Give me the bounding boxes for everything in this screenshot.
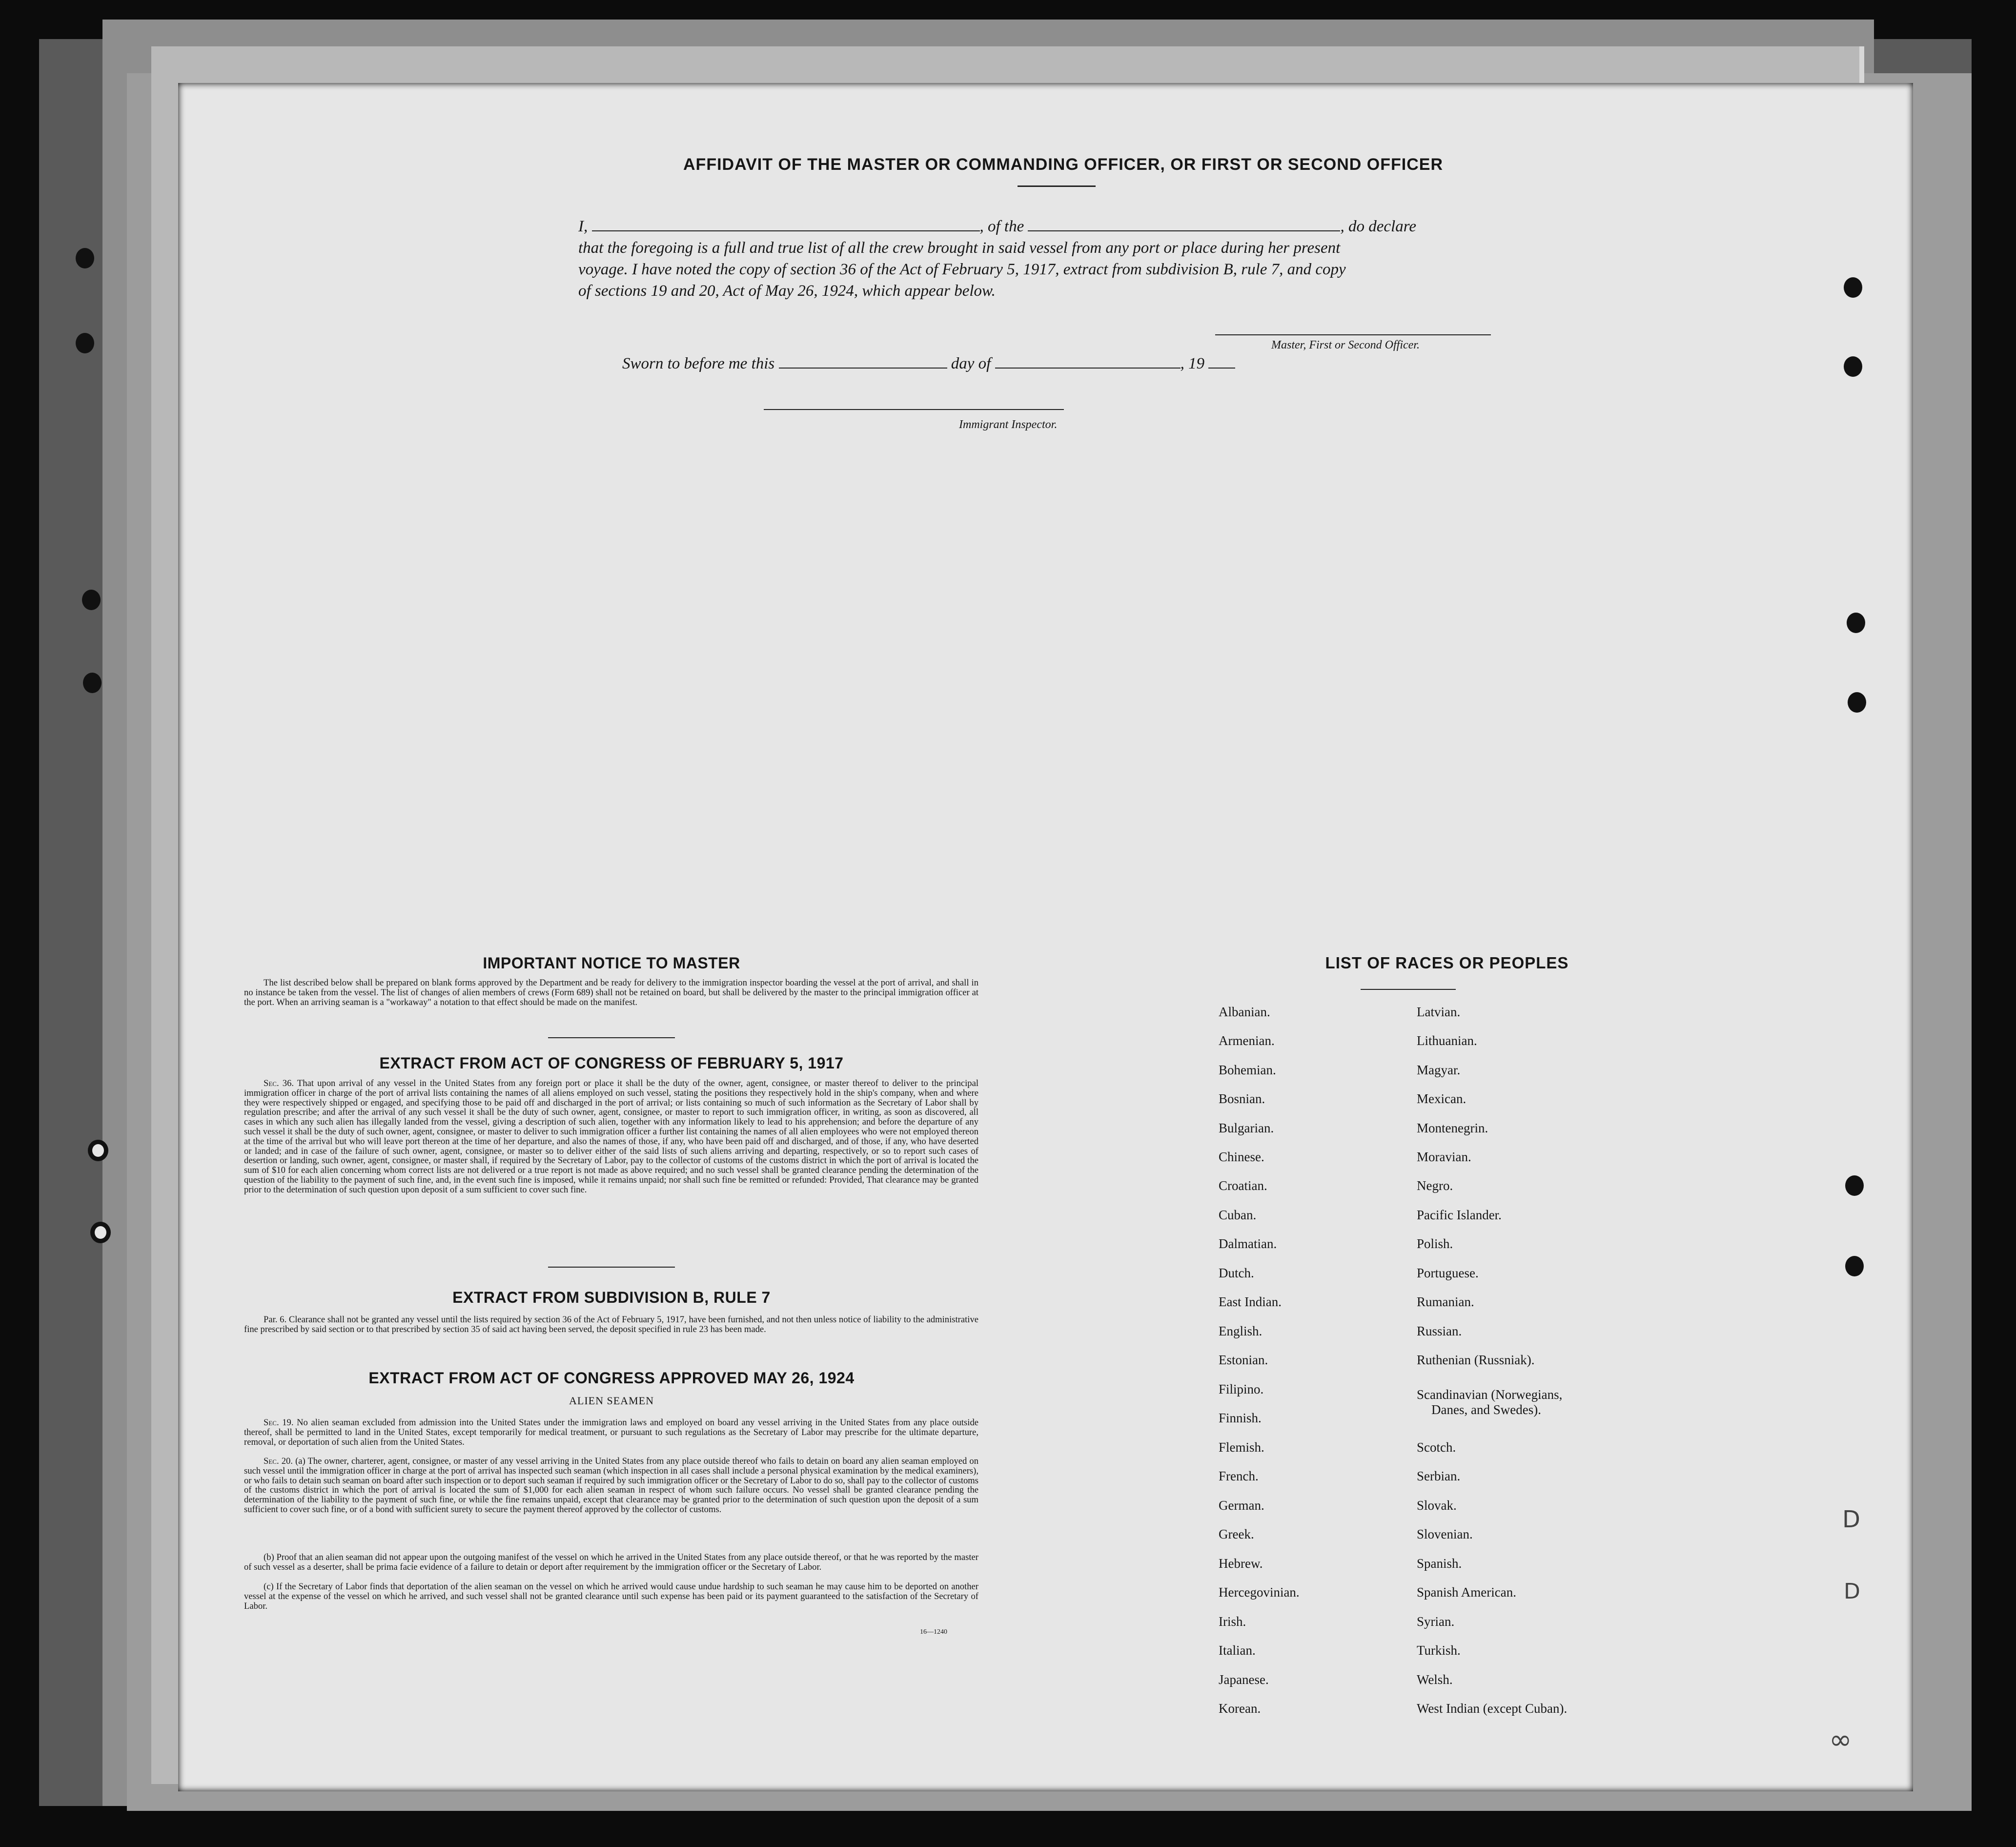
affidavit-line-1 <box>578 218 1416 236</box>
binder-hole <box>83 673 102 693</box>
extract-rule7-body: Par. 6. Clearance shall not be granted any vessel until the lists required by section 36 of the Act of February 5, 1917, have been furnished, and not then unless notice of liability to the administrative fine prescribed by said section or to that prescribed by section 35 of said act having been served, the deposit specified in rule 23 has been made. <box>244 1314 978 1334</box>
race-item: Montenegrin. <box>1417 1121 1488 1135</box>
race-item: Turkish. <box>1417 1643 1461 1658</box>
alien-seamen-subtitle: ALIEN SEAMEN <box>569 1395 654 1407</box>
race-item: Lithuanian. <box>1417 1033 1477 1048</box>
name-blank[interactable] <box>592 228 980 231</box>
sec20a-body <box>244 1457 978 1515</box>
extract-1917-body <box>244 1079 978 1195</box>
sworn-day-of: day of <box>951 355 991 372</box>
notice-body: The list described below shall be prepared on blank forms approved by the Department and be ready for delivery to the immigration inspector boarding the vessel at the port of arrival, and shall in no instance be taken from the vessel. The list of changes of alien members of crews (Form 689) shall not be retained on board, but shall be delivered by the master to the principal immigration officer at the port. When an arriving seaman is a "workaway" a notation to that effect should be made on the manifest. <box>244 978 978 1007</box>
binder-hole <box>76 248 94 268</box>
binder-hole <box>82 590 101 610</box>
race-item: Negro. <box>1417 1178 1453 1193</box>
race-item: Rumanian. <box>1417 1294 1474 1309</box>
binder-hole <box>1845 1175 1864 1196</box>
race-item: Estonian. <box>1219 1353 1268 1367</box>
race-item: Hebrew. <box>1219 1556 1263 1571</box>
manifest-page <box>178 83 1913 1791</box>
extract-1924-title: EXTRACT FROM ACT OF CONGRESS APPROVED MAY 26, 1924 <box>368 1369 855 1387</box>
race-item: Finnish. <box>1219 1411 1262 1425</box>
binder-hole <box>76 333 94 353</box>
inspector-caption: Immigrant Inspector. <box>959 418 1058 431</box>
race-item: Latvian. <box>1417 1005 1461 1019</box>
notice-title: IMPORTANT NOTICE TO MASTER <box>483 954 740 972</box>
section-text: No alien seaman excluded from admission into the United States under the immigration laws and employed on board any vessel arriving in the United States from any place outside thereof, shall be permitted to land in the United States, except temporarily for medical treatment, or pursuant to such regulations as the Secretary of Labor may prescribe for the ultimate departure, removal, or deportation of such alien from the United States. <box>244 1417 979 1447</box>
affidavit-i: I, <box>578 218 588 235</box>
affidavit-declare: , do declare <box>1340 218 1416 235</box>
section-label: Sec. 36. <box>264 1078 294 1088</box>
race-item: Syrian. <box>1417 1614 1455 1629</box>
race-item: West Indian (except Cuban). <box>1417 1701 1568 1716</box>
race-item: Dalmatian. <box>1219 1236 1277 1251</box>
race-item: Chinese. <box>1219 1149 1264 1164</box>
race-item: Japanese. <box>1219 1672 1269 1687</box>
affidavit-line-3: voyage. I have noted the copy of section 36 of the Act of February 5, 1917, extract from subdivision B, rule 7, and copy <box>578 261 1346 278</box>
master-caption: Master, First or Second Officer. <box>1271 339 1420 351</box>
section-label: Sec. 20. <box>264 1456 293 1466</box>
race-item: East Indian. <box>1219 1294 1282 1309</box>
race-item: Spanish American. <box>1417 1585 1516 1600</box>
extract-rule7-title: EXTRACT FROM SUBDIVISION B, RULE 7 <box>452 1289 771 1306</box>
margin-mark: D <box>1842 1506 1860 1533</box>
race-item: Danes, and Swedes). <box>1431 1402 1541 1417</box>
inspector-signature-line[interactable] <box>764 409 1064 410</box>
race-item: Korean. <box>1219 1701 1261 1716</box>
affidavit-line-4: of sections 19 and 20, Act of May 26, 1924, which appear below. <box>578 282 996 300</box>
race-item: Dutch. <box>1219 1266 1254 1280</box>
extract-1917-title: EXTRACT FROM ACT OF CONGRESS OF FEBRUARY 5, 1917 <box>379 1054 844 1072</box>
sworn-label: Sworn to before me this <box>622 355 775 372</box>
sec19-body <box>244 1418 978 1447</box>
race-item: Ruthenian (Russniak). <box>1417 1353 1535 1367</box>
race-item: Slovenian. <box>1417 1527 1473 1541</box>
form-number: 16—1240 <box>920 1628 947 1636</box>
binder-hole <box>1845 1256 1864 1276</box>
race-item: Portuguese. <box>1417 1266 1479 1280</box>
binder-hole <box>1844 356 1862 377</box>
sec20c-body: (c) If the Secretary of Labor finds that deportation of the alien seaman on the vessel on which he arrived would cause undue hardship to such seaman he may cause him to be deported on another vessel at the expense of the vessel on which he arrived, and such vessel shall not be granted clearance until such expense has been paid or its payment guaranteed to the satisfaction of the Secretary of Labor. <box>244 1581 978 1611</box>
sworn-year-blank[interactable] <box>1208 366 1235 369</box>
margin-mark: ∞ <box>1829 1724 1852 1756</box>
binder-hole <box>1847 613 1865 633</box>
affidavit-of-the: , of the <box>979 218 1024 235</box>
sec20b-body: (b) Proof that an alien seaman did not appear upon the outgoing manifest of the vessel on which he arrived in the United States from any place outside thereof, or that he was reported by the master of such vessel as a deserter, shall be prima facie evidence of a failure to detain or deport after requirement by the immigration officer or the Secretary of Labor. <box>244 1552 978 1572</box>
section-label: Sec. 19. <box>264 1417 294 1428</box>
race-item: Pacific Islander. <box>1417 1208 1502 1222</box>
vessel-blank[interactable] <box>1028 228 1340 231</box>
divider <box>548 1037 675 1038</box>
race-item: Croatian. <box>1219 1178 1267 1193</box>
race-item: Moravian. <box>1417 1149 1471 1164</box>
section-text: That upon arrival of any vessel in the United States from any foreign port or place it shall be the duty of the owner, agent, consignee, or master thereof to deliver to the principal immigration officer in charge of the port of arrival lists containing the names of all aliens employed on such vessel, stating the positions they respectively hold in the ship's company, when and where they were respectively shipped or engaged, and specifying those to be paid off and discharged in the port of arrival; or lists containing so much of such information as the Secretary of Labor shall by regulation prescribe; and after the arrival of any such vessel it shall be the duty of such owner, agent, consignee, or master to report to such immigration officer, in writing, as soon as discovered, all cases in which any such alien has illegally landed from the vessel, giving a description of such alien, together with any information likely to lead to his apprehension; and before the departure of any such vessel it shall be the duty of such owner, agent, consignee, or master to deliver to such immigration officer a further list containing the names of all alien employees who were not employed thereon at the time of the arrival but who will leave port thereon at the time of her departure, and also the names of those, if any, who have been paid off and discharged, and of those, if any, who have deserted or landed; and in case of the failure of such owner, agent, consignee, or master so to deliver either of the said lists of such aliens arriving and departing, respectively, or so to report such cases of desertion or landing, such owner, agent, consignee, or master shall, if required by the Secretary of Labor, pay to the collector of customs of the customs district in which the port of arrival is located the sum of $10 for each alien concerning whom correct lists are not delivered or a true report is not made as above required; and no such vessel shall be granted clearance pending the determination of the question of the liability to the payment of such fine, and, in the event such fine is imposed, while it remains unpaid; nor shall such fine be remitted or refunded: Provided, That clearance may be granted prior to the determination of such question upon deposit of a sum sufficient to cover such fine. <box>244 1078 979 1195</box>
race-item: Russian. <box>1417 1324 1462 1338</box>
race-item: Spanish. <box>1417 1556 1462 1571</box>
binder-hole <box>1844 277 1862 298</box>
sworn-year: , 19 <box>1180 355 1205 372</box>
race-item: Serbian. <box>1417 1469 1461 1483</box>
race-item: French. <box>1219 1469 1259 1483</box>
race-item: Hercegovinian. <box>1219 1585 1300 1600</box>
race-item: Flemish. <box>1219 1440 1264 1455</box>
master-signature-line[interactable] <box>1215 334 1491 335</box>
section-text: (a) The owner, charterer, agent, consignee, or master of any vessel arriving in the United States from any place outside thereof who fails to detain on board any alien seaman employed on such vessel until the immigration officer in charge at the port of arrival has inspected such seaman (which inspection in all cases shall include a personal physical examination by the medical examiners), or who fails to detain such seaman on board after such inspection or to deport such seaman if required by such immigration officer or the Secretary of Labor to do so, shall pay to the collector of customs of the customs district in which the port of arrival is located the sum of $1,000 for each alien seaman in respect of whom such failure occurs. No vessel shall be granted clearance pending the determination of the liability to the payment of such fine, or while the fine remains unpaid, except that clearance may be granted prior to the determination of such question upon the deposit of a sum sufficient to cover such fine, or of a bond with sufficient surety to secure the payment thereof approved by the collector of customs. <box>244 1456 978 1515</box>
race-item: Bohemian. <box>1219 1063 1276 1077</box>
divider <box>1361 989 1456 990</box>
race-item: Albanian. <box>1219 1005 1270 1019</box>
race-item: Mexican. <box>1417 1091 1466 1106</box>
binder-hole <box>90 1222 111 1243</box>
race-item: Magyar. <box>1417 1063 1461 1077</box>
race-item: English. <box>1219 1324 1263 1338</box>
binder-hole <box>88 1140 108 1161</box>
margin-mark: D <box>1844 1579 1860 1604</box>
race-item: Cuban. <box>1219 1208 1257 1222</box>
binder-hole <box>1848 692 1866 713</box>
divider <box>1018 185 1096 187</box>
race-item: German. <box>1219 1498 1264 1513</box>
races-title: LIST OF RACES OR PEOPLES <box>1325 954 1569 972</box>
race-item: Scandinavian (Norwegians, <box>1417 1387 1563 1402</box>
race-item: Scotch. <box>1417 1440 1456 1455</box>
race-item: Irish. <box>1219 1614 1246 1629</box>
sworn-day-blank[interactable] <box>779 366 947 369</box>
race-item: Slovak. <box>1417 1498 1457 1513</box>
race-item: Filipino. <box>1219 1382 1264 1396</box>
race-item: Armenian. <box>1219 1033 1275 1048</box>
race-item: Bosnian. <box>1219 1091 1265 1106</box>
race-item: Polish. <box>1417 1236 1453 1251</box>
affidavit-title: AFFIDAVIT OF THE MASTER OR COMMANDING OFFICER, OR FIRST OR SECOND OFFICER <box>683 155 1443 174</box>
race-item: Greek. <box>1219 1527 1254 1541</box>
divider <box>548 1267 675 1268</box>
race-item: Italian. <box>1219 1643 1256 1658</box>
affidavit-line-2: that the foregoing is a full and true list of all the crew brought in said vessel from any port or place during her present <box>578 239 1341 257</box>
race-item: Bulgarian. <box>1219 1121 1274 1135</box>
race-item: Welsh. <box>1417 1672 1453 1687</box>
sworn-month-blank[interactable] <box>995 366 1181 369</box>
sworn-line <box>622 355 1235 373</box>
